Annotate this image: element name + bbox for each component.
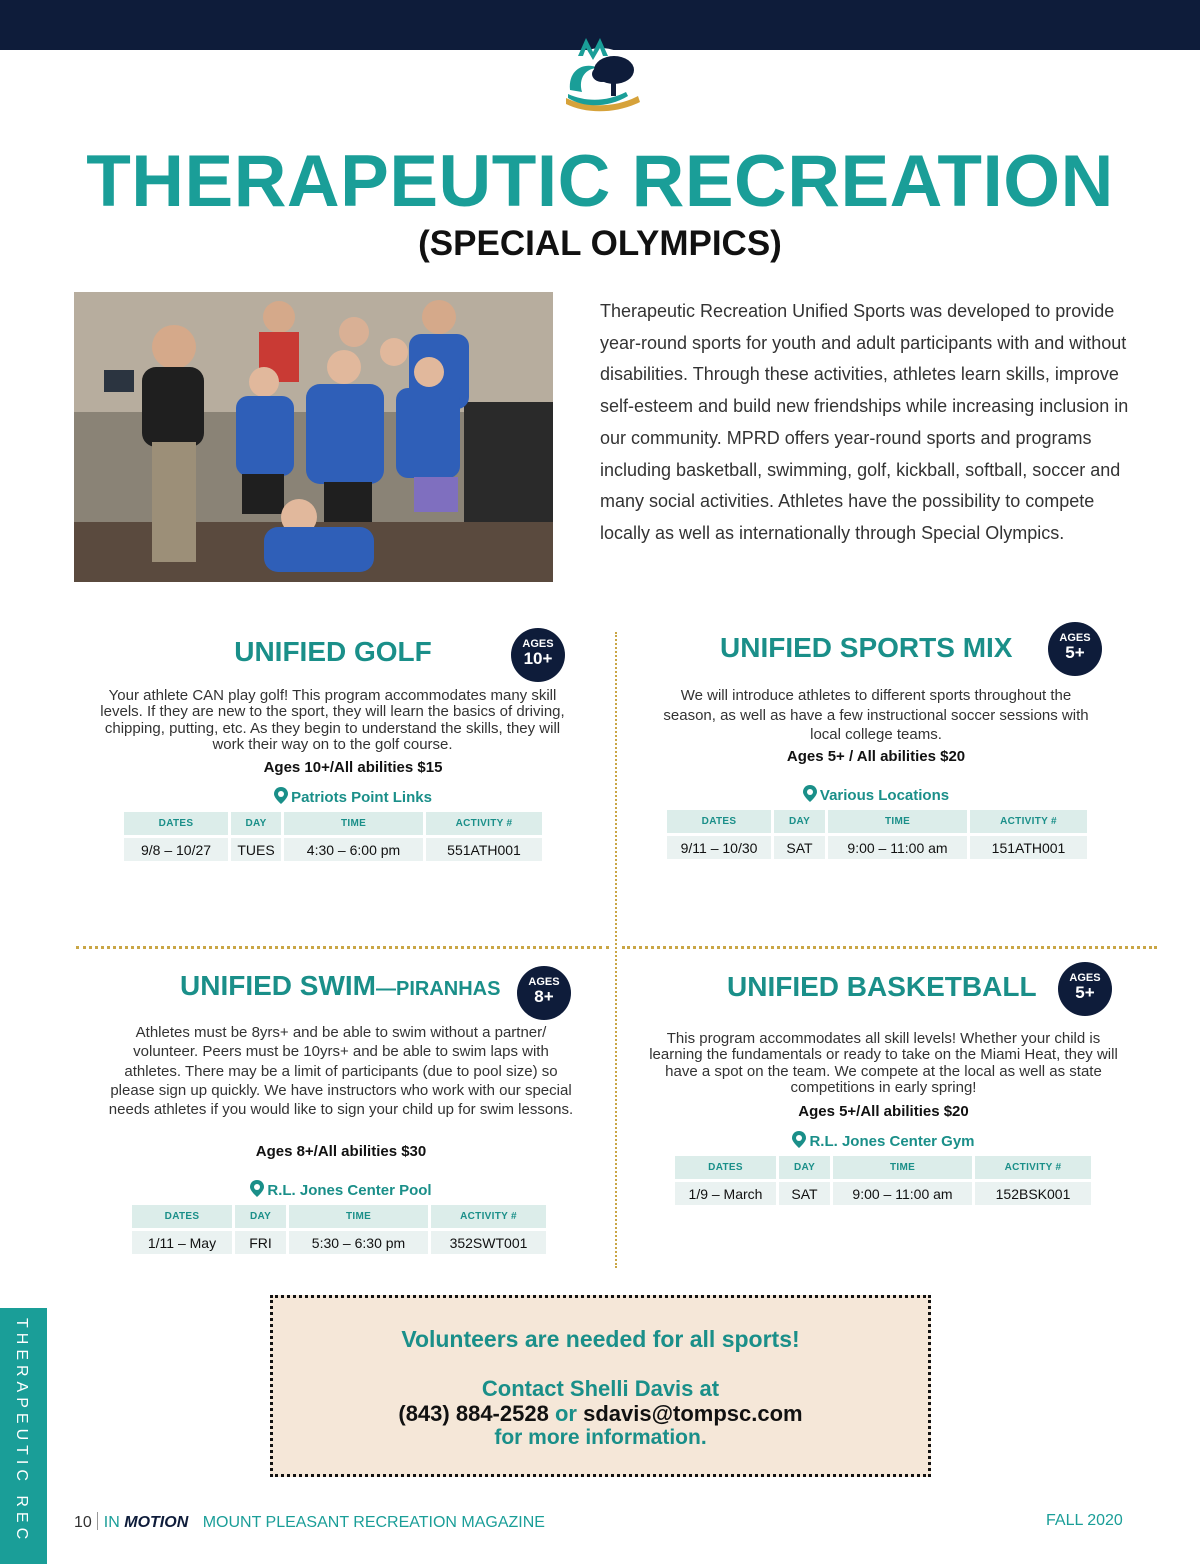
program-description: We will introduce athletes to different sports throughout the season, as well as have a few instructional soccer sessions with local college teams. [663,687,1089,743]
header-activity: ACTIVITY # [970,810,1087,833]
program-price: Ages 10+/All abilities $15 [263,759,443,776]
program-location: R.L. Jones Center Gym [646,1131,1121,1150]
header-day: DAY [774,810,825,833]
cell-time: 5:30 – 6:30 pm [289,1228,428,1254]
header-activity: ACTIVITY # [426,812,542,835]
volunteer-contact: Contact Shelli Davis at [481,1376,720,1401]
header-day: DAY [779,1156,830,1179]
header-dates: DATES [124,812,228,835]
program-title: UNIFIED BASKETBALL [727,971,1037,1002]
page-subtitle: (SPECIAL OLYMPICS) [418,224,782,263]
cell-day: SAT [779,1179,830,1205]
table-header-row [675,1156,1091,1179]
table-row [667,833,1087,859]
program-location: Various Locations [656,785,1096,804]
program-price: Ages 8+/All abilities $30 [255,1143,427,1160]
program-title: UNIFIED SPORTS MIX [720,632,1013,663]
age-badge: AGES 5+ [1048,622,1102,676]
program-description: This program accommodates all skill levels! Whether your child is learning the fundamentals or ready to take on the Miami Heat, they will have a spot on the team. We compete at the local as well as state competitions in early spring! [649,1030,1118,1096]
footer [74,1512,545,1532]
header-activity: ACTIVITY # [975,1156,1091,1179]
cell-time: 9:00 – 11:00 am [828,833,967,859]
header-day: DAY [231,812,281,835]
volunteer-callout [270,1295,931,1477]
cell-activity: 551ATH001 [426,835,542,861]
cell-day: FRI [235,1228,286,1254]
location-pin-icon [250,1180,264,1197]
logo-icon [556,28,646,118]
age-badge: AGES 5+ [1058,962,1112,1016]
table-row [132,1228,546,1254]
program-price: Ages 5+/All abilities $20 [798,1103,969,1120]
cell-time: 4:30 – 6:00 pm [284,835,423,861]
header-dates: DATES [667,810,771,833]
schedule-table [129,1205,549,1254]
schedule-table [672,1156,1094,1205]
location-pin-icon [792,1131,806,1148]
program-location: R.L. Jones Center Pool [76,1180,606,1199]
age-badge: AGES 10+ [511,628,565,682]
horizontal-divider-left [76,946,609,949]
vertical-divider [615,632,617,1268]
cell-day: SAT [774,833,825,859]
location-pin-icon [274,787,288,804]
table-header-row [132,1205,546,1228]
program-description: Your athlete CAN play golf! This program accommodates many skill levels. If they are new to the sport, they will learn the basics of driving, chipping, putting, etc. As they begin to understand the skills, they will work their way on to the golf course. [100,687,565,753]
program-price: Ages 5+ / All abilities $20 [786,748,966,765]
horizontal-divider-right [622,946,1157,949]
cell-dates: 9/8 – 10/27 [124,835,228,861]
header-activity: ACTIVITY # [431,1205,546,1228]
cell-time: 9:00 – 11:00 am [833,1179,972,1205]
program-description: Athletes must be 8yrs+ and be able to swim without a partner/ volunteer. Peers must be 10yrs+ and be able to swim laps with athletes. There may be a limit of participants (due to pool size) so please sign up quickly. We have instructors who work with our special needs athletes if you would like to sign your child up for swim lessons. [108,1024,574,1119]
cell-activity: 152BSK001 [975,1179,1091,1205]
footer-magazine: MOUNT PLEASANT RECREATION MAGAZINE [202,1514,545,1531]
cell-activity: 352SWT001 [431,1228,546,1254]
table-header-row [667,810,1087,833]
volunteer-more-info: for more information. [494,1426,707,1449]
header-dates: DATES [675,1156,776,1179]
location-pin-icon [803,785,817,802]
page-title: THERAPEUTIC RECREATION [86,141,1114,222]
header-time: TIME [284,812,423,835]
header-time: TIME [828,810,967,833]
header-time: TIME [289,1205,428,1228]
program-title: UNIFIED SWIM—PIRANHAS [180,970,501,1001]
volunteer-phone-email: (843) 884-2528 or sdavis@tompsc.com [398,1401,803,1426]
cell-activity: 151ATH001 [970,833,1087,859]
footer-motion: MOTION [124,1514,189,1531]
header-dates: DATES [132,1205,232,1228]
footer-season: FALL 2020 [1046,1512,1123,1529]
header-day: DAY [235,1205,286,1228]
age-badge: AGES 8+ [517,966,571,1020]
table-header-row [124,812,542,835]
section-side-tab-label: THERAPEUTIC REC [13,1318,30,1545]
cell-dates: 1/9 – March [675,1179,776,1205]
footer-separator [97,1512,98,1530]
table-row [124,835,542,861]
schedule-table [664,810,1090,859]
cell-day: TUES [231,835,281,861]
cell-dates: 1/11 – May [132,1228,232,1254]
intro-paragraph: Therapeutic Recreation Unified Sports was developed to provide year-round sports for youth and adult participants with and without disabilities. Through these activities, athletes learn skills, improve self-esteem and build new friendships while increasing inclusion in our community. MPRD offers year-round sports and programs including basketball, swimming, golf, kickball, softball, soccer and many social activities. Athletes have the possibility to compete locally as well as internationally through Special Olympics. [600,301,1129,543]
header-time: TIME [833,1156,972,1179]
volunteer-email[interactable]: sdavis@tompsc.com [583,1401,803,1426]
page-number: 10 [74,1514,92,1531]
volunteer-phone[interactable]: (843) 884-2528 [398,1401,549,1426]
footer-in: IN [103,1514,120,1531]
program-title: UNIFIED GOLF [234,636,432,667]
schedule-table [121,812,545,861]
cell-dates: 9/11 – 10/30 [667,833,771,859]
volunteer-headline: Volunteers are needed for all sports! [401,1326,800,1352]
group-photo [74,292,553,582]
table-row [675,1179,1091,1205]
program-location: Patriots Point Links [96,787,610,806]
